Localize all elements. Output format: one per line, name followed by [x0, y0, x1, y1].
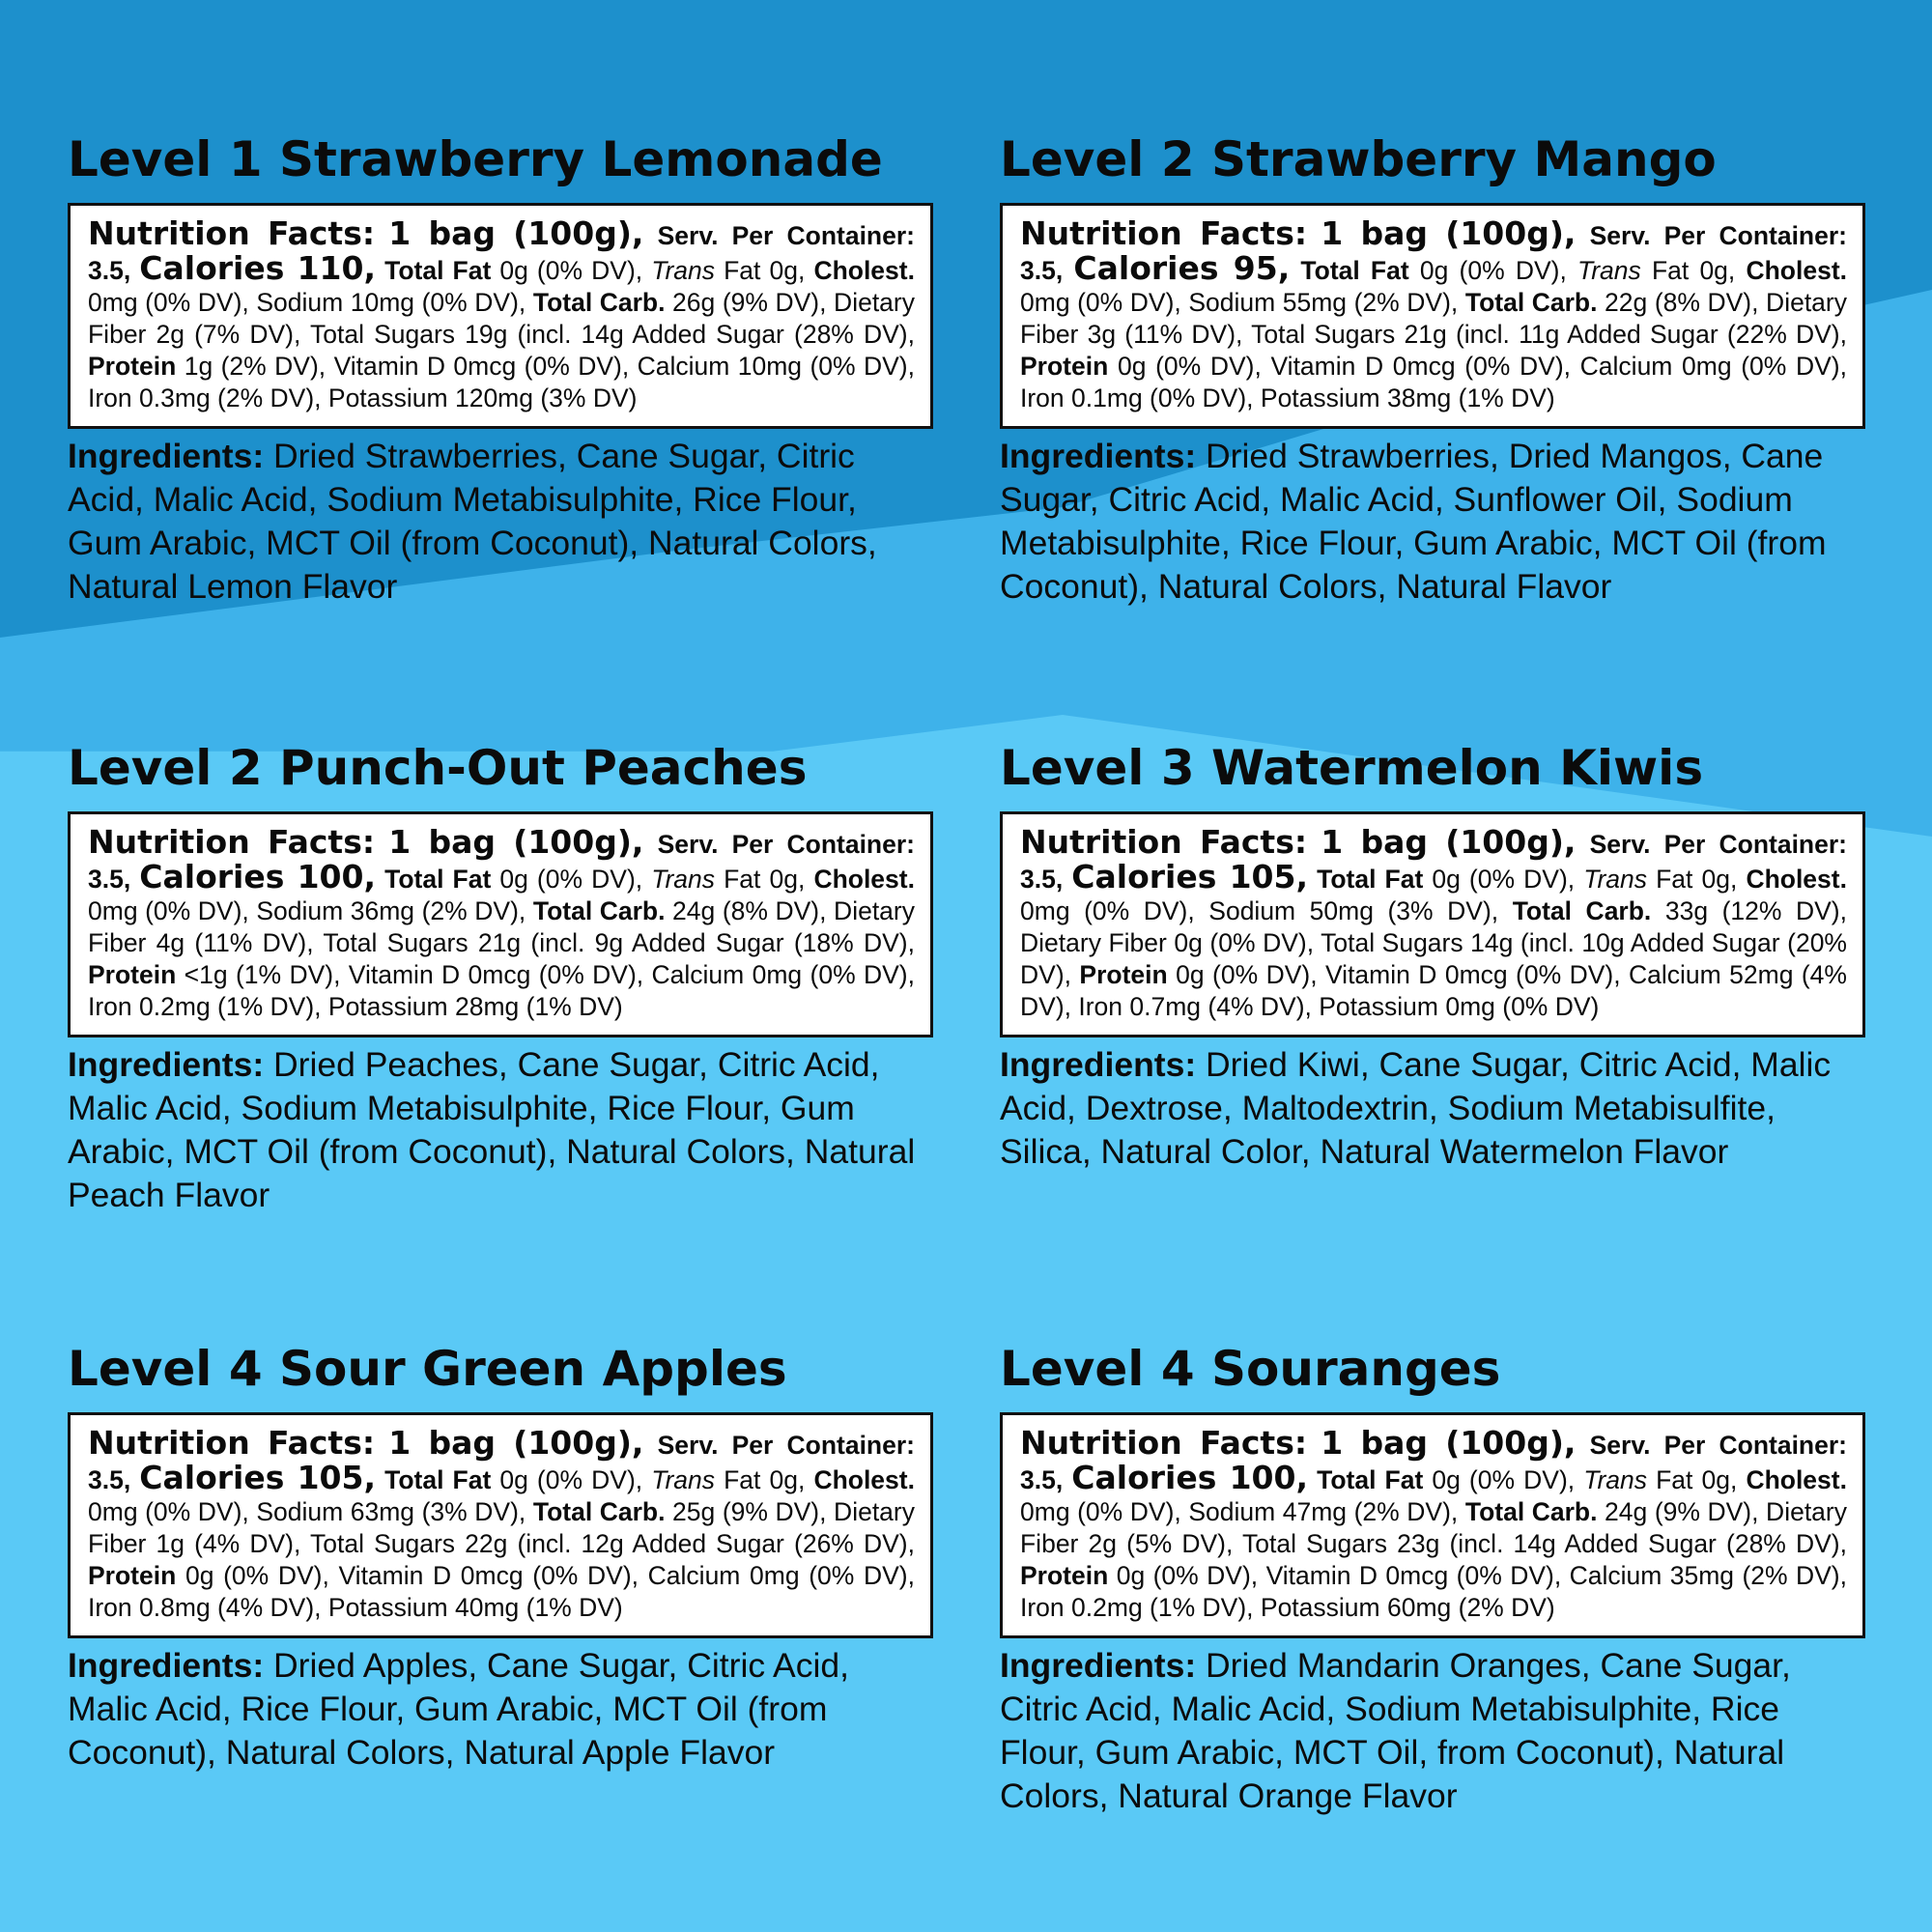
serving-size: 1 bag (100g), [388, 214, 644, 252]
ingredients-label: Ingredients: [68, 1045, 265, 1084]
cholest-sodium-values: 0mg (0% DV), Sodium 50mg (3% DV), [1020, 896, 1499, 925]
servings-per-container-label: Serv. Per Container: [657, 830, 915, 859]
serving-size: 1 bag (100g), [1321, 1424, 1577, 1462]
nutrition-facts-box [68, 203, 933, 429]
trans-fat-value: Fat 0g, [724, 1465, 806, 1494]
protein-label: Protein [1020, 1561, 1109, 1590]
product-title: Level 2 Strawberry Mango [1000, 131, 1717, 187]
servings-per-container-value: 3.5, [88, 1465, 131, 1494]
total-fat-value: 0g (0% DV), [499, 256, 643, 285]
ingredients-list: Dried Peaches, Cane Sugar, Citric Acid, Malic Acid, Sodium Metabisulphite, Rice Flour, Gum Arabic, MCT Oil (from Coconut), Natural Colors, Natural Peach Flavor [68, 1045, 916, 1214]
total-fat-value: 0g (0% DV), [1432, 1465, 1576, 1494]
protein-and-minerals-values: 0g (0% DV), Vitamin D 0mcg (0% DV), Calcium 52mg (4% DV), Iron 0.7mg (4% DV), Potassium 0mg (0% DV) [1020, 960, 1847, 1021]
ingredients [1000, 1043, 1865, 1174]
product-card [68, 734, 933, 1217]
servings-per-container-label: Serv. Per Container: [1589, 1431, 1847, 1460]
total-fat-value: 0g (0% DV), [1419, 256, 1567, 285]
ingredients-label: Ingredients: [1000, 1045, 1197, 1084]
servings-per-container-value: 3.5, [1020, 256, 1064, 285]
total-fat-value: 0g (0% DV), [499, 865, 643, 894]
carb-values: 33g (12% DV), Dietary Fiber 0g (0% DV), Total Sugars 14g (incl. 10g Added Sugar (20% DV), [1020, 896, 1847, 989]
trans-fat-value: Fat 0g, [1651, 256, 1736, 285]
total-fat-label: Total Fat [1300, 256, 1409, 285]
trans-label: Trans [651, 865, 716, 894]
trans-fat-value: Fat 0g, [724, 865, 806, 894]
nutrition-facts-box [1000, 1412, 1865, 1638]
product-title: Level 3 Watermelon Kiwis [1000, 740, 1704, 796]
product-grid [68, 126, 1903, 1922]
serving-size: 1 bag (100g), [1321, 214, 1577, 252]
product-card [68, 126, 933, 609]
ingredients-list: Dried Strawberries, Cane Sugar, Citric Acid, Malic Acid, Sodium Metabisulphite, Rice Flour, Gum Arabic, MCT Oil (from Coconut), Natural Colors, Natural Lemon Flavor [68, 437, 877, 606]
carb-values: 24g (9% DV), Dietary Fiber 2g (5% DV), Total Sugars 23g (incl. 14g Added Sugar (28% DV), [1020, 1497, 1847, 1558]
nutrition-facts-box [68, 811, 933, 1037]
serving-size: 1 bag (100g), [388, 1424, 644, 1462]
cholest-label: Cholest. [1746, 865, 1847, 894]
protein-and-minerals-values: 0g (0% DV), Vitamin D 0mcg (0% DV), Calcium 0mg (0% DV), Iron 0.8mg (4% DV), Potassium 40mg (1% DV) [88, 1561, 915, 1622]
nutrition-facts-box [1000, 811, 1865, 1037]
cholest-sodium-values: 0mg (0% DV), Sodium 47mg (2% DV), [1020, 1497, 1459, 1526]
protein-label: Protein [1079, 960, 1168, 989]
total-fat-label: Total Fat [384, 1465, 492, 1494]
cholest-sodium-values: 0mg (0% DV), Sodium 55mg (2% DV), [1020, 288, 1459, 317]
nf-label: Nutrition Facts: [1020, 214, 1308, 252]
total-carb-label: Total Carb. [532, 896, 666, 925]
trans-label: Trans [1583, 1465, 1648, 1494]
trans-fat-value: Fat 0g, [724, 256, 806, 285]
trans-label: Trans [651, 1465, 716, 1494]
carb-values: 25g (9% DV), Dietary Fiber 1g (4% DV), Total Sugars 22g (incl. 12g Added Sugar (26% DV), [88, 1497, 915, 1558]
total-carb-label: Total Carb. [1464, 288, 1598, 317]
servings-per-container-value: 3.5, [1020, 865, 1064, 894]
calories: Calories 100, [1071, 1459, 1309, 1496]
nutrition-facts-box [68, 1412, 933, 1638]
carb-values: 24g (8% DV), Dietary Fiber 4g (11% DV), Total Sugars 21g (incl. 9g Added Sugar (18% DV), [88, 896, 915, 957]
trans-label: Trans [1577, 256, 1641, 285]
cholest-sodium-values: 0mg (0% DV), Sodium 36mg (2% DV), [88, 896, 526, 925]
product-title: Level 1 Strawberry Lemonade [68, 131, 883, 187]
protein-and-minerals-values: 1g (2% DV), Vitamin D 0mcg (0% DV), Calcium 10mg (0% DV), Iron 0.3mg (2% DV), Potassium 120mg (3% DV) [88, 352, 915, 412]
cholest-label: Cholest. [1746, 1465, 1847, 1494]
ingredients [1000, 435, 1865, 609]
product-card [68, 1335, 933, 1775]
calories: Calories 95, [1073, 249, 1291, 287]
servings-per-container-value: 3.5, [1020, 1465, 1064, 1494]
cholest-label: Cholest. [813, 1465, 915, 1494]
ingredients-label: Ingredients: [1000, 1646, 1197, 1685]
trans-label: Trans [651, 256, 716, 285]
servings-per-container-value: 3.5, [88, 256, 131, 285]
servings-per-container-label: Serv. Per Container: [657, 221, 915, 250]
servings-per-container-label: Serv. Per Container: [1589, 221, 1847, 250]
nf-label: Nutrition Facts: [1020, 823, 1308, 861]
cholest-label: Cholest. [1746, 256, 1848, 285]
total-carb-label: Total Carb. [532, 1497, 666, 1526]
nf-label: Nutrition Facts: [1020, 1424, 1308, 1462]
total-fat-label: Total Fat [1317, 1465, 1424, 1494]
carb-values: 26g (9% DV), Dietary Fiber 2g (7% DV), Total Sugars 19g (incl. 14g Added Sugar (28% DV), [88, 288, 915, 349]
protein-and-minerals-values: <1g (1% DV), Vitamin D 0mcg (0% DV), Calcium 0mg (0% DV), Iron 0.2mg (1% DV), Potassium 28mg (1% DV) [88, 960, 915, 1021]
nf-label: Nutrition Facts: [88, 214, 376, 252]
nf-label: Nutrition Facts: [88, 1424, 376, 1462]
product-title: Level 4 Sour Green Apples [68, 1341, 787, 1397]
serving-size: 1 bag (100g), [1321, 823, 1577, 861]
ingredients-label: Ingredients: [68, 1646, 265, 1685]
ingredients-label: Ingredients: [1000, 437, 1197, 475]
total-fat-label: Total Fat [1317, 865, 1424, 894]
ingredients [1000, 1644, 1865, 1818]
nf-label: Nutrition Facts: [88, 823, 376, 861]
calories: Calories 105, [139, 1459, 377, 1496]
total-fat-label: Total Fat [384, 865, 492, 894]
servings-per-container-label: Serv. Per Container: [1589, 830, 1847, 859]
protein-label: Protein [88, 1561, 177, 1590]
cholest-label: Cholest. [813, 256, 915, 285]
ingredients-list: Dried Mandarin Oranges, Cane Sugar, Citric Acid, Malic Acid, Sodium Metabisulphite, Rice Flour, Gum Arabic, MCT Oil, from Coconut), Natural Colors, Natural Orange Flavor [1000, 1646, 1791, 1815]
protein-label: Protein [88, 352, 177, 381]
protein-label: Protein [88, 960, 177, 989]
product-card [1000, 1335, 1865, 1818]
protein-and-minerals-values: 0g (0% DV), Vitamin D 0mcg (0% DV), Calcium 35mg (2% DV), Iron 0.2mg (1% DV), Potassium 60mg (2% DV) [1020, 1561, 1847, 1622]
ingredients [68, 1043, 933, 1217]
ingredients-list: Dried Kiwi, Cane Sugar, Citric Acid, Malic Acid, Dextrose, Maltodextrin, Sodium Metabisulfite, Silica, Natural Color, Natural Watermelon Flavor [1000, 1045, 1832, 1171]
servings-per-container-label: Serv. Per Container: [657, 1431, 915, 1460]
ingredients-list: Dried Apples, Cane Sugar, Citric Acid, Malic Acid, Rice Flour, Gum Arabic, MCT Oil (from Coconut), Natural Colors, Natural Apple Flavor [68, 1646, 849, 1772]
cholest-label: Cholest. [813, 865, 915, 894]
product-title: Level 2 Punch-Out Peaches [68, 740, 808, 796]
total-fat-value: 0g (0% DV), [1432, 865, 1576, 894]
serving-size: 1 bag (100g), [388, 823, 644, 861]
calories: Calories 110, [139, 249, 377, 287]
nutrition-facts-box [1000, 203, 1865, 429]
ingredients [68, 435, 933, 609]
trans-fat-value: Fat 0g, [1656, 1465, 1738, 1494]
total-fat-value: 0g (0% DV), [499, 1465, 643, 1494]
protein-and-minerals-values: 0g (0% DV), Vitamin D 0mcg (0% DV), Calcium 0mg (0% DV), Iron 0.1mg (0% DV), Potassium 38mg (1% DV) [1020, 352, 1847, 412]
trans-label: Trans [1583, 865, 1648, 894]
calories: Calories 105, [1071, 858, 1309, 895]
cholest-sodium-values: 0mg (0% DV), Sodium 63mg (3% DV), [88, 1497, 526, 1526]
product-title: Level 4 Souranges [1000, 1341, 1501, 1397]
calories: Calories 100, [139, 858, 377, 895]
total-carb-label: Total Carb. [1512, 896, 1652, 925]
product-card [1000, 126, 1865, 609]
total-carb-label: Total Carb. [1464, 1497, 1598, 1526]
servings-per-container-value: 3.5, [88, 865, 131, 894]
cholest-sodium-values: 0mg (0% DV), Sodium 10mg (0% DV), [88, 288, 526, 317]
total-carb-label: Total Carb. [532, 288, 666, 317]
carb-values: 22g (8% DV), Dietary Fiber 3g (11% DV), Total Sugars 21g (incl. 11g Added Sugar (22% DV), [1020, 288, 1847, 349]
ingredients [68, 1644, 933, 1775]
ingredients-label: Ingredients: [68, 437, 265, 475]
ingredients-list: Dried Strawberries, Dried Mangos, Cane Sugar, Citric Acid, Malic Acid, Sunflower Oil, Sodium Metabisulphite, Rice Flour, Gum Arabic, MCT Oil (from Coconut), Natural Colors, Natural Flavor [1000, 437, 1827, 606]
product-card [1000, 734, 1865, 1174]
protein-label: Protein [1020, 352, 1109, 381]
total-fat-label: Total Fat [384, 256, 492, 285]
trans-fat-value: Fat 0g, [1656, 865, 1738, 894]
